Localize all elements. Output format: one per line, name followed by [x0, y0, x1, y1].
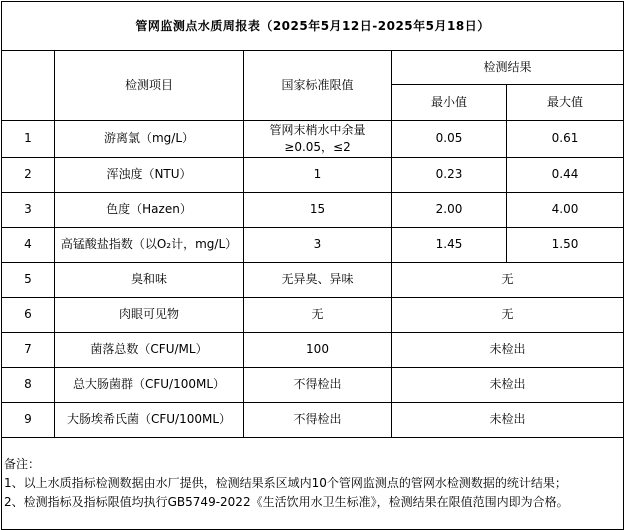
standard-cell: 3 — [244, 227, 392, 262]
table-row-9 — [2, 402, 624, 437]
notes-section — [2, 437, 624, 529]
standard-cell: 无异臭、异味 — [244, 262, 392, 297]
row-number: 9 — [2, 402, 55, 437]
notes-row — [2, 437, 624, 529]
title-row — [2, 2, 624, 51]
item-cell: 游离氯（mg/L） — [55, 121, 244, 158]
water-quality-report-page — [0, 1, 624, 530]
item-cell: 菌落总数（CFU/ML） — [55, 332, 244, 367]
row-number: 3 — [2, 192, 55, 227]
table-row-8 — [2, 367, 624, 402]
note-1: 1、以上水质指标检测数据由水厂提供，检测结果系区域内10个管网监测点的管网水检测数据的统计结果； — [4, 475, 567, 490]
row-number: 4 — [2, 227, 55, 262]
table-row-2 — [2, 157, 624, 192]
standard-cell: 1 — [244, 157, 392, 192]
row-number: 2 — [2, 157, 55, 192]
standard-cell: 不得检出 — [244, 367, 392, 402]
min-cell: 0.05 — [392, 121, 507, 158]
item-cell: 总大肠菌群（CFU/100ML） — [55, 367, 244, 402]
note-2: 2、检测指标及指标限值均执行GB5749-2022《生活饮用水卫生标准》，检测结果在限值范围内即为合格。 — [4, 494, 569, 509]
row-number: 1 — [2, 121, 55, 158]
max-cell: 1.50 — [507, 227, 624, 262]
result-cell: 未检出 — [392, 367, 624, 402]
max-cell: 0.44 — [507, 157, 624, 192]
notes-label: 备注： — [4, 456, 41, 471]
header-min: 最小值 — [392, 85, 507, 121]
result-cell: 未检出 — [392, 402, 624, 437]
header-standard: 国家标准限值 — [244, 51, 392, 121]
water-quality-report-table — [1, 1, 624, 530]
item-cell: 大肠埃希氏菌（CFU/100ML） — [55, 402, 244, 437]
standard-cell: 不得检出 — [244, 402, 392, 437]
standard-cell: 100 — [244, 332, 392, 367]
min-cell: 0.23 — [392, 157, 507, 192]
standard-cell: 管网末梢水中余量≥0.05，≤2 — [244, 121, 392, 158]
standard-cell: 15 — [244, 192, 392, 227]
table-row-6 — [2, 297, 624, 332]
result-cell: 无 — [392, 262, 624, 297]
item-cell: 臭和味 — [55, 262, 244, 297]
standard-cell: 无 — [244, 297, 392, 332]
result-cell: 未检出 — [392, 332, 624, 367]
header-result-group: 检测结果 — [392, 51, 624, 85]
item-cell: 肉眼可见物 — [55, 297, 244, 332]
row-number: 5 — [2, 262, 55, 297]
item-cell: 色度（Hazen） — [55, 192, 244, 227]
min-cell: 2.00 — [392, 192, 507, 227]
table-row-7 — [2, 332, 624, 367]
item-cell: 浑浊度（NTU） — [55, 157, 244, 192]
page-title: 管网监测点水质周报表（2025年5月12日-2025年5月18日） — [2, 2, 624, 51]
header-item: 检测项目 — [55, 51, 244, 121]
item-cell: 高锰酸盐指数（以O₂计，mg/L） — [55, 227, 244, 262]
max-cell: 0.61 — [507, 121, 624, 158]
row-number: 6 — [2, 297, 55, 332]
table-row-4 — [2, 227, 624, 262]
result-cell: 无 — [392, 297, 624, 332]
table-row-3 — [2, 192, 624, 227]
table-row-5 — [2, 262, 624, 297]
table-row-1 — [2, 121, 624, 158]
row-number: 7 — [2, 332, 55, 367]
min-cell: 1.45 — [392, 227, 507, 262]
row-number: 8 — [2, 367, 55, 402]
header-max: 最大值 — [507, 85, 624, 121]
max-cell: 4.00 — [507, 192, 624, 227]
header-row-top — [2, 51, 624, 85]
header-index-cell — [2, 51, 55, 121]
